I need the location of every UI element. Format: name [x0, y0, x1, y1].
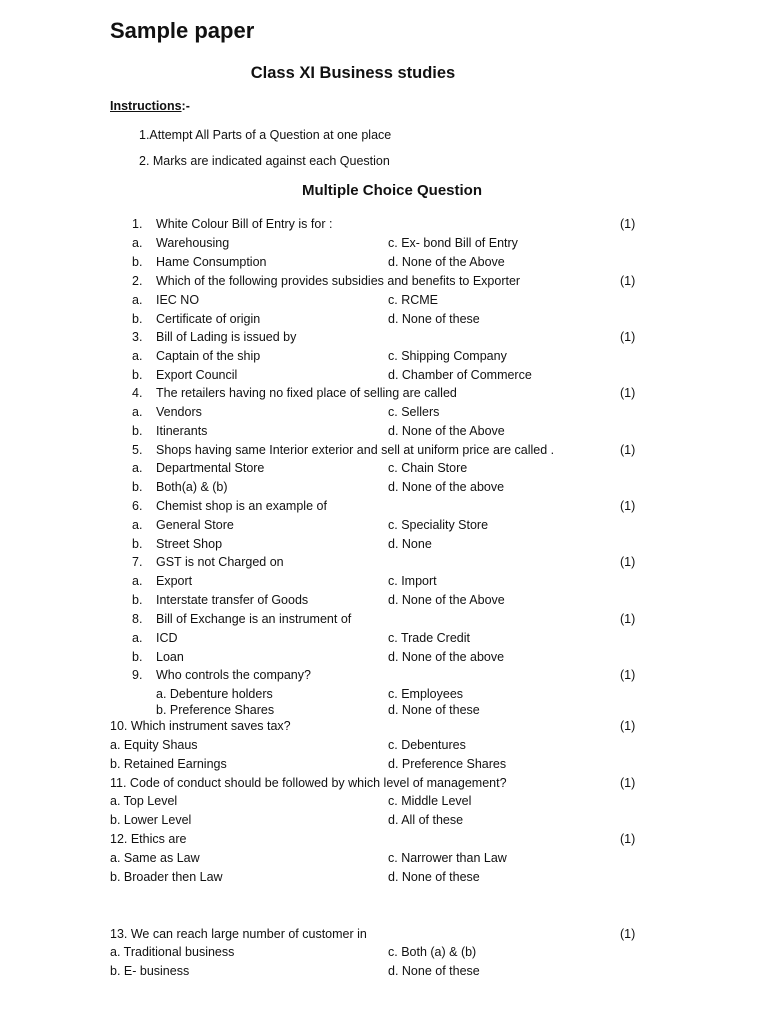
option-label: b.: [132, 480, 143, 494]
question-marks: (1): [620, 555, 636, 569]
option-b: Itinerants: [156, 424, 208, 438]
option-c: c. Chain Store: [388, 461, 468, 475]
question-text: 10. Which instrument saves tax?: [110, 719, 291, 733]
option-label: a.: [132, 236, 143, 250]
instructions-heading: [110, 99, 190, 113]
instructions-heading-suffix: :-: [181, 99, 190, 113]
option-a: a. Debenture holders: [156, 687, 273, 701]
option-a: IEC NO: [156, 293, 200, 307]
option-label: b.: [132, 255, 143, 269]
question-number: 2.: [132, 274, 143, 288]
option-label: a.: [132, 405, 143, 419]
option-d: d. None of these: [388, 964, 480, 978]
option-c: c. RCME: [388, 293, 438, 307]
question-text: 12. Ethics are: [110, 832, 187, 846]
instructions-heading-label: Instructions: [110, 99, 182, 113]
option-c: c. Narrower than Law: [388, 851, 507, 865]
document-subtitle: Class XI Business studies: [250, 64, 456, 82]
question-marks: (1): [620, 386, 636, 400]
option-b: Certificate of origin: [156, 312, 261, 326]
question-marks: (1): [620, 443, 636, 457]
option-d: d. None: [388, 537, 432, 551]
option-b: b. Broader then Law: [110, 870, 223, 884]
question-marks: (1): [620, 274, 636, 288]
question-text: Bill of Lading is issued by: [156, 330, 297, 344]
option-c: c. Import: [388, 574, 437, 588]
option-c: c. Employees: [388, 687, 464, 701]
option-d: d. None of the Above: [388, 593, 505, 607]
option-label: a.: [132, 349, 143, 363]
option-d: d. Preference Shares: [388, 757, 507, 771]
question-number: 8.: [132, 612, 143, 626]
question-text: Who controls the company?: [156, 668, 311, 682]
option-b: Both(a) & (b): [156, 480, 228, 494]
option-d: d. None of the above: [388, 480, 505, 494]
question-text: White Colour Bill of Entry is for :: [156, 217, 333, 231]
question-number: 3.: [132, 330, 143, 344]
question-marks: (1): [620, 330, 636, 344]
option-c: c. Ex- bond Bill of Entry: [388, 236, 518, 250]
option-d: d. None of these: [388, 870, 480, 884]
option-c: c. Debentures: [388, 738, 466, 752]
question-number: 7.: [132, 555, 143, 569]
question-number: 4.: [132, 386, 143, 400]
option-label: a.: [132, 574, 143, 588]
option-c: c. Trade Credit: [388, 631, 470, 645]
question-marks: (1): [620, 832, 636, 846]
option-a: a. Top Level: [110, 794, 178, 808]
question-marks: (1): [620, 719, 636, 733]
option-a: Export: [156, 574, 193, 588]
option-b: Street Shop: [156, 537, 223, 551]
option-a: a. Equity Shaus: [110, 738, 198, 752]
option-label: b.: [132, 312, 143, 326]
option-b: Export Council: [156, 368, 238, 382]
question-text: 13. We can reach large number of customer in: [110, 927, 367, 941]
option-a: Warehousing: [156, 236, 230, 250]
question-marks: (1): [620, 927, 636, 941]
option-d: d. None of the Above: [388, 424, 505, 438]
question-text: The retailers having no fixed place of selling are called: [156, 386, 457, 400]
question-number: 6.: [132, 499, 143, 513]
instruction-item: 2. Marks are indicated against each Question: [139, 154, 390, 168]
option-label: b.: [132, 368, 143, 382]
option-c: c. Speciality Store: [388, 518, 489, 532]
option-c: c. Sellers: [388, 405, 440, 419]
option-a: ICD: [156, 631, 178, 645]
option-c: c. Both (a) & (b): [388, 945, 477, 959]
option-d: d. Chamber of Commerce: [388, 368, 532, 382]
question-marks: (1): [620, 217, 636, 231]
option-a: Vendors: [156, 405, 202, 419]
option-label: b.: [132, 537, 143, 551]
option-a: a. Traditional business: [110, 945, 235, 959]
option-d: d. None of these: [388, 703, 480, 717]
document-title: Sample paper: [110, 18, 255, 43]
option-label: b.: [132, 593, 143, 607]
question-text: Bill of Exchange is an instrument of: [156, 612, 352, 626]
question-number: 5.: [132, 443, 143, 457]
option-d: d. All of these: [388, 813, 464, 827]
question-text: 11. Code of conduct should be followed by which level of management?: [110, 776, 507, 790]
question-number: 9.: [132, 668, 143, 682]
option-d: d. None of these: [388, 312, 480, 326]
option-b: Interstate transfer of Goods: [156, 593, 309, 607]
option-a: Captain of the ship: [156, 349, 261, 363]
option-b: b. Lower Level: [110, 813, 192, 827]
option-label: a.: [132, 631, 143, 645]
option-d: d. None of the above: [388, 650, 505, 664]
question-marks: (1): [620, 776, 636, 790]
option-d: d. None of the Above: [388, 255, 505, 269]
question-text: GST is not Charged on: [156, 555, 284, 569]
question-text: Which of the following provides subsidies and benefits to Exporter: [156, 274, 521, 288]
option-label: a.: [132, 518, 143, 532]
option-b: b. Retained Earnings: [110, 757, 227, 771]
option-label: a.: [132, 293, 143, 307]
option-a: General Store: [156, 518, 234, 532]
question-marks: (1): [620, 668, 636, 682]
question-marks: (1): [620, 499, 636, 513]
option-label: a.: [132, 461, 143, 475]
question-marks: (1): [620, 612, 636, 626]
option-b: b. E- business: [110, 964, 190, 978]
option-b: Hame Consumption: [156, 255, 267, 269]
option-b: Loan: [156, 650, 184, 664]
option-label: b.: [132, 650, 143, 664]
option-c: c. Shipping Company: [388, 349, 507, 363]
option-b: b. Preference Shares: [156, 703, 275, 717]
question-text: Chemist shop is an example of: [156, 499, 327, 513]
option-a: Departmental Store: [156, 461, 265, 475]
option-a: a. Same as Law: [110, 851, 200, 865]
question-number: 1.: [132, 217, 143, 231]
section-heading: Multiple Choice Question: [301, 182, 482, 199]
instruction-item: 1.Attempt All Parts of a Question at one place: [139, 128, 392, 142]
option-c: c. Middle Level: [388, 794, 472, 808]
question-text: Shops having same Interior exterior and sell at uniform price are called .: [156, 443, 555, 457]
option-label: b.: [132, 424, 143, 438]
